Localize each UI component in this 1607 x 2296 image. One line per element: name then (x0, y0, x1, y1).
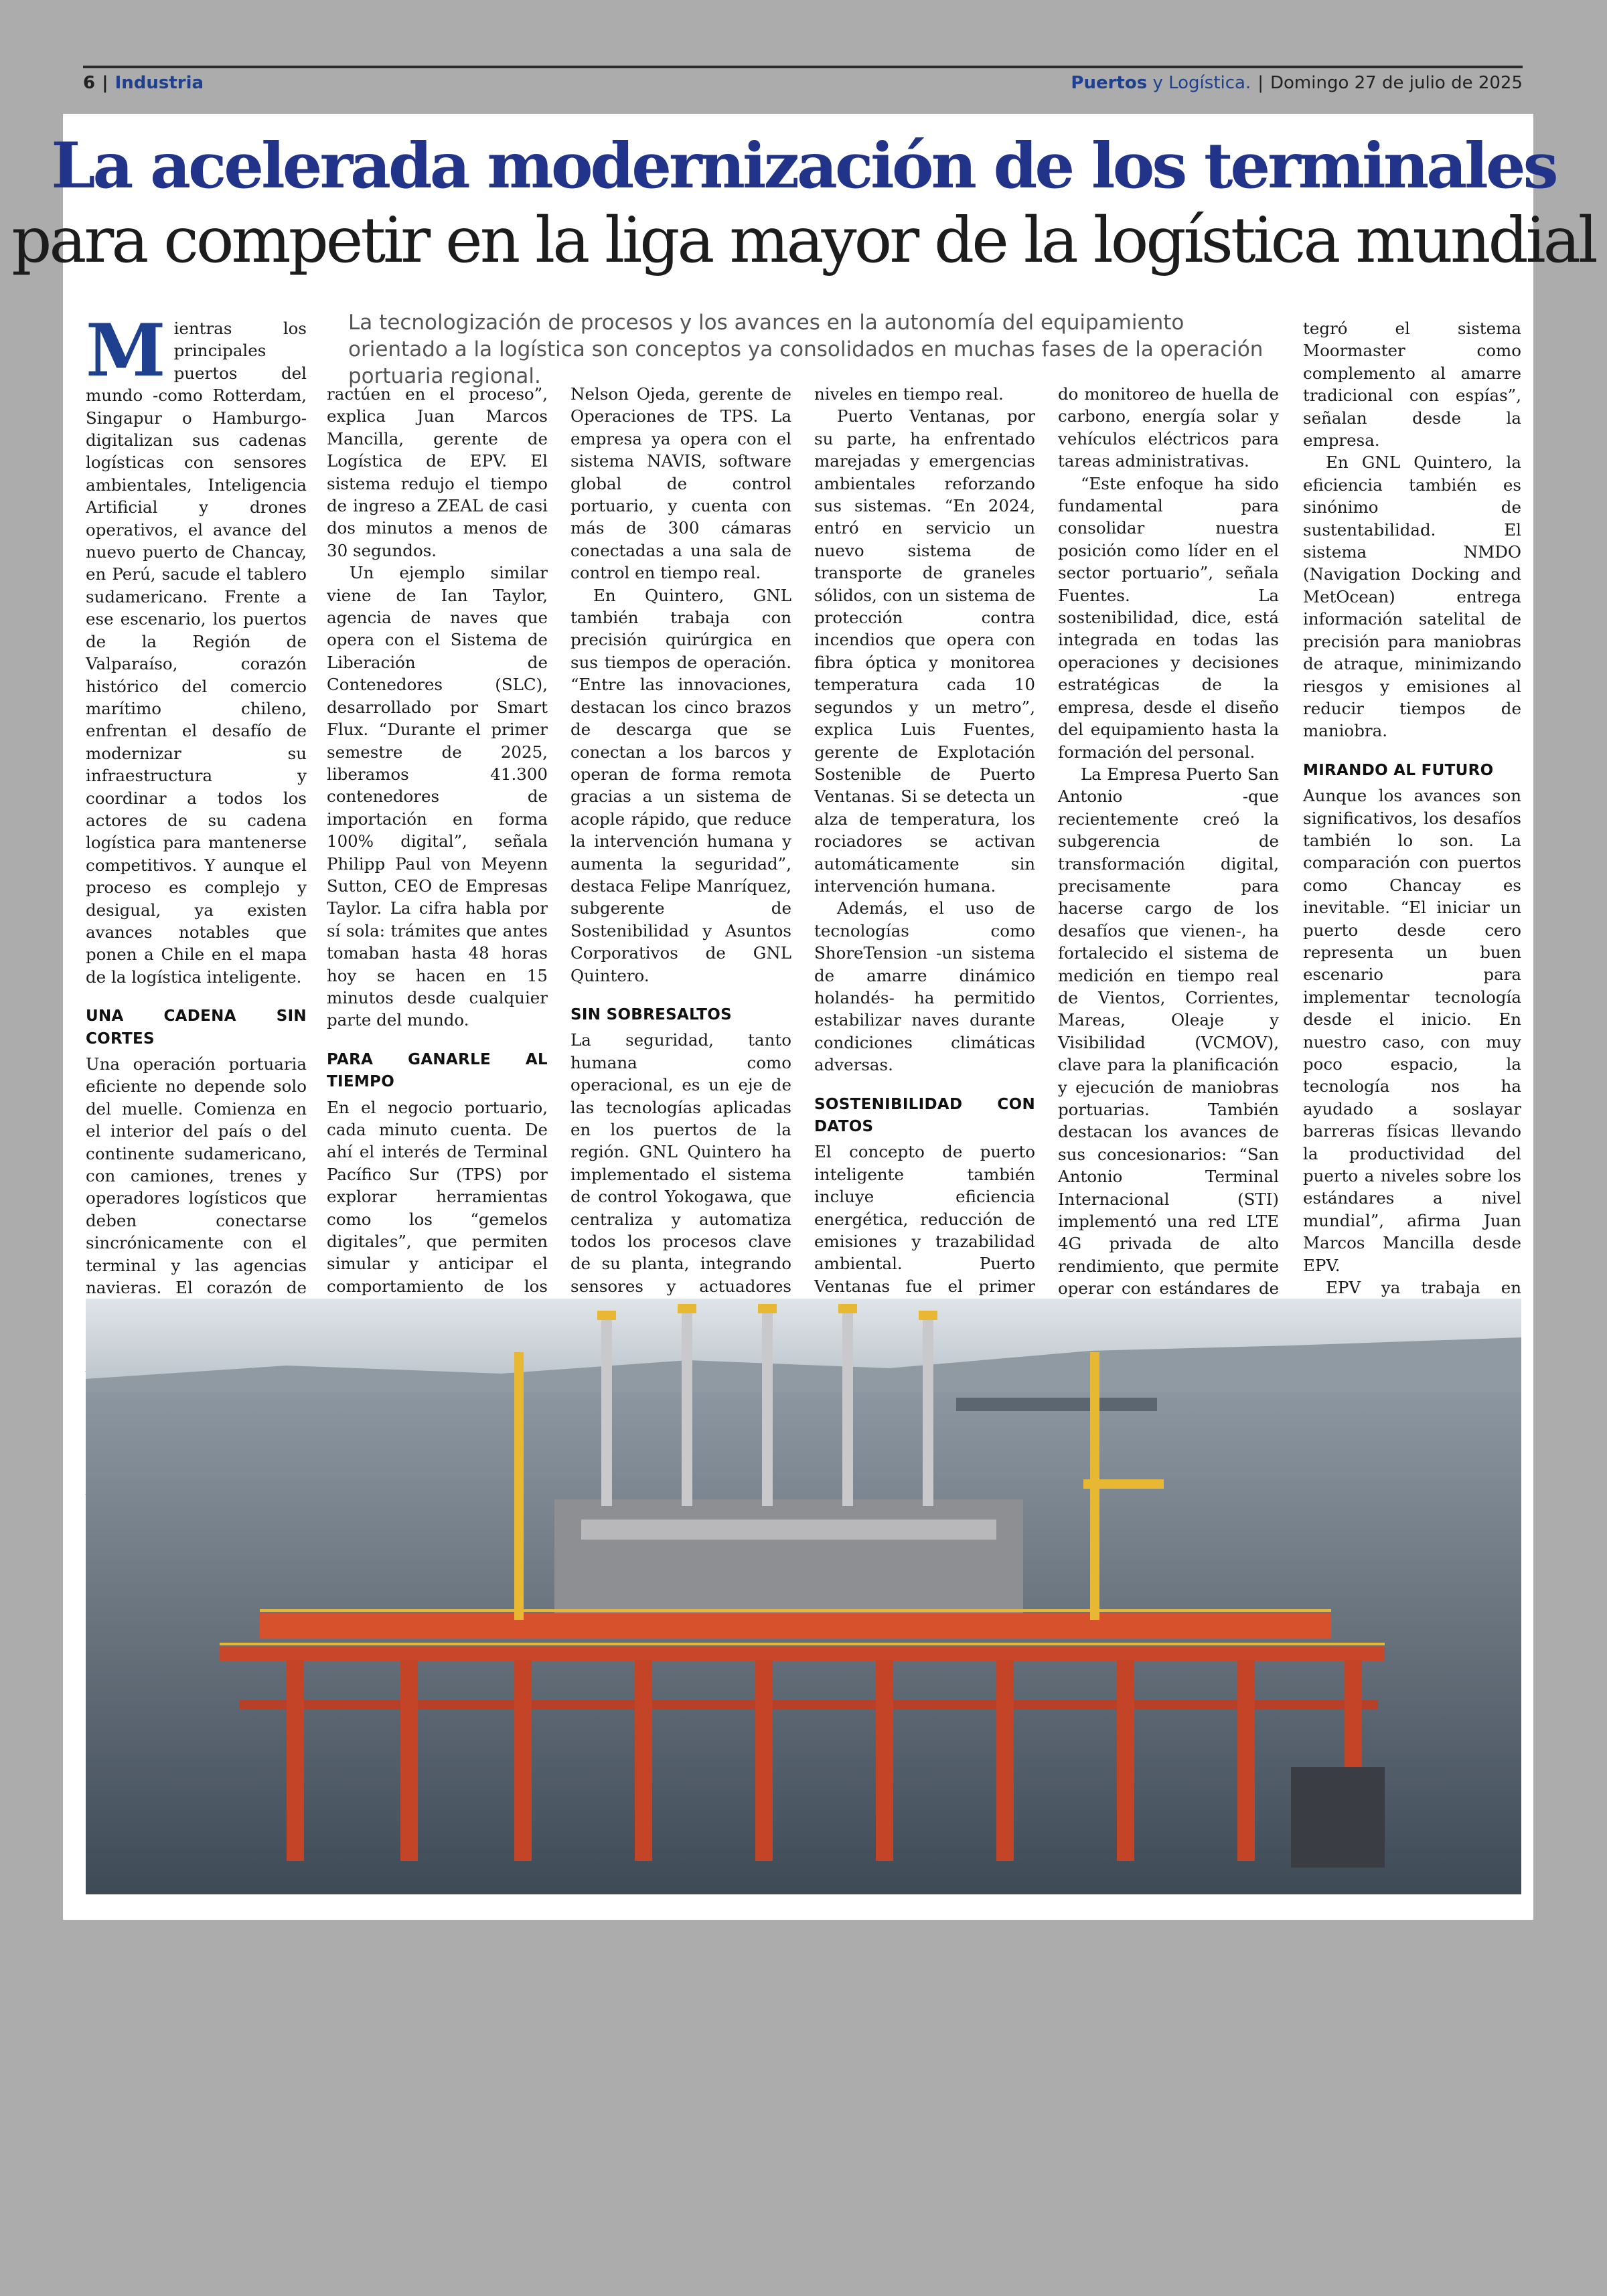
headline-line-2: para competir en la liga mayor de la logística mundial (11, 204, 1596, 277)
column-3-paragraph-2: En Quintero, GNL también trabaja con precisión quirúrgica en sus tiempos de operación. “Entre las innovaciones, destacan los cinco brazos de descarga que se conectan a los barcos y operan de forma remota gracias a un sistema de acople rápido, que reduce la intervención humana y aumenta la seguridad”, destaca Felipe Manríquez, subgerente de Sostenibilidad y Asuntos Corporativos de GNL Quintero. (570, 585, 791, 985)
column-2-paragraph-3: En el negocio portuario, cada minuto cuenta. De ahí el interés de Terminal Pacífico Sur (TPS) por explorar herramientas como los “gemelos digitales”, que permiten simular y anticipar el comportamiento de los (327, 1097, 548, 1296)
subheading-sin-sobresaltos: SIN SOBRESALTOS (570, 1005, 732, 1023)
equipment-pipes (581, 1520, 996, 1540)
subheading-mirando: MIRANDO AL FUTURO (1303, 761, 1494, 779)
column-2-paragraph-1: ractúen en el proceso”, explica Juan Marcos Mancilla, gerente de Logística de EPV. El sistema redujo el tiempo de ingreso a ZEAL de casi dos minutos a menos de 30 segundos. (327, 384, 548, 560)
column-1-lead (86, 309, 307, 988)
publication-name (1071, 73, 1251, 93)
column-1-paragraph-2: Una operación portuaria eficiente no depende solo del muelle. Comienza en el interior del país o del continente sudamericano, con camiones, trenes y operadores logísticos que deben conectarse sincrónicamente con el terminal y las agencias navieras. El corazón de (86, 1054, 307, 1298)
column-3-paragraph-1: Nelson Ojeda, gerente de Operaciones de TPS. La empresa ya opera con el sistema NAVIS, software global de control portuario, y cuenta con más de 300 cámaras conectadas a una sala de control en tiempo real. (570, 384, 791, 583)
terminal-platform-illustration (86, 1299, 1521, 1894)
mooring-block (1291, 1767, 1385, 1868)
brand-bold: Puertos (1071, 73, 1148, 93)
column-3 (570, 383, 791, 1342)
headline (0, 129, 1607, 278)
column-1-paragraph-1: ientras los principales puertos del mundo -como Rotterdam, Singapur o Hamburgo- digitalizan sus cadenas logísticas con sensores ambientales, Inteligencia Artificial y drones operativos, el avance del nuevo puerto de Chancay, en Perú, sacude el tablero sudamericano. Frente a ese escenario, los puertos de la Región de Valparaíso, corazón histórico del comercio marítimo chileno, enfrentan el desafío de modernizar su infraestructura y coordinar a todos los actores de su cadena logística para mantenerse competitivos. Y aunque el proceso es complejo y desigual, ya existen avances notables que ponen a Chile en el mapa de la logística inteligente. (86, 319, 307, 987)
column-4-paragraph-2: Puerto Ventanas, por su parte, ha enfrentado marejadas y emergencias ambientales reforzando sus sistemas. “En 2024, entró en servicio un nuevo sistema de transporte de graneles sólidos, con un sistema de protección contra incendios que opera con fibra óptica y monitorea temperatura cada 10 segundos y un metro”, explica Luis Fuentes, gerente de Explotación Sostenible de Puerto Ventanas. Si se detecta un alza de temperatura, los rociadores se activan automáticamente sin intervención humana. (814, 406, 1035, 896)
brand-rest: y Logística. (1152, 73, 1251, 93)
crane-boom (1083, 1479, 1164, 1489)
issue-date: Domingo 27 de julio de 2025 (1270, 73, 1523, 93)
column-4-paragraph-3: Además, el uso de tecnologías como ShoreTension -un sistema de amarre dinámico holandés- ha permitido estabilizar naves durante condiciones climáticas adversas. (814, 898, 1035, 1075)
headline-line-1: La acelerada modernización de los terminales (51, 129, 1556, 203)
section-name: Industria (114, 73, 204, 93)
column-6-paragraph-3: Aunque los avances son significativos, los desafíos también lo son. La comparación con puertos como Chancay es inevitable. “El iniciar un puerto desde cero representa un buen escenario para implementar tecnología desde el inicio. En nuestro caso, con muy poco espacio, la tecnología nos ha ayudado a soslayar barreras físicas llevando la productividad del puerto a niveles sobre los estándares a nivel mundial”, afirma Juan Marcos Mancilla desde EPV. (1303, 786, 1521, 1275)
column-6-paragraph-2: En GNL Quintero, la eficiencia también es sinónimo de sustentabilidad. El sistema NMDO (Navigation Docking and MetOcean) entrega información satelital de precisión para maniobras de atraque, minimizando riesgos y emisiones al reducir tiempos de maniobra. (1303, 453, 1521, 741)
column-4 (814, 383, 1035, 1387)
distant-ship (956, 1398, 1157, 1411)
column-6-paragraph-4: EPV ya trabaja en (1326, 1278, 1521, 1298)
lower-deck (220, 1647, 1385, 1661)
column-5-paragraph-3: La Empresa Puerto San Antonio -que recientemente creó la subgerencia de transformación digital, precisamente para hacerse cargo de los desafíos que vienen-, ha fortalecido el sistema de medición en tiempo real de Vientos, Corrientes, Mareas, Oleaje y Visibilidad (VCMOV), clave para la planificación y ejecución de maniobras portuarias. También destacan los avances de sus concesionarios: “San Antonio Terminal Internacional (STI) implementó una red LTE 4G privada de alto rendimiento, que permite operar con estándares de (1058, 764, 1279, 1299)
folio-left (83, 73, 204, 93)
folio-divider: | (102, 73, 108, 93)
page-number: 6 (83, 73, 96, 93)
column-4-paragraph-4: El concepto de puerto inteligente también incluye eficiencia energética, reducción de emisiones y trazabilidad ambiental. Puerto Ventanas fue el primer (814, 1142, 1035, 1296)
column-5-paragraph-2: “Este enfoque ha sido fundamental para consolidar nuestra posición como líder en el sector portuario”, señala Fuentes. La sostenibilidad, dice, está integrada en todas las operaciones y decisiones estratégicas de la empresa, desde el diseño del equipamiento hasta la formación del personal. (1058, 473, 1279, 762)
column-6-paragraph-1: tegró el sistema Moormaster como complemento al amarre tradicional con espías”, señalan desde la empresa. (1303, 319, 1521, 450)
page-header (83, 66, 1523, 98)
equipment-block (554, 1499, 1023, 1613)
crane-left (514, 1352, 524, 1620)
column-3-paragraph-3: La seguridad, tanto humana como operacional, es un eje de las tecnologías aplicadas en los puertos de la región. GNL Quintero ha implementado el sistema de control Yokogawa, que centraliza y automatiza todos los procesos clave de su planta, integrando sensores y actuadores (570, 1030, 791, 1296)
terminal-photo (86, 1299, 1521, 1894)
folio-divider-right: | (1257, 73, 1264, 93)
main-deck (260, 1613, 1331, 1639)
subheading-una-cadena: UNA CADENA SIN CORTES (86, 1007, 307, 1048)
subheading-para-ganarle: PARA GANARLE AL TIEMPO (327, 1050, 548, 1091)
drop-cap: M (86, 309, 166, 393)
column-5-paragraph-1: do monitoreo de huella de carbono, energía solar y vehículos eléctricos para tareas administrativas. (1058, 384, 1279, 471)
standfirst: La tecnologización de procesos y los avances en la autonomía del equipamiento orientado a la logística son conceptos ya consolidados en muchas fases de la operación portuaria regional. (348, 311, 1264, 388)
column-4-paragraph-1: niveles en tiempo real. (814, 384, 1004, 404)
column-2-paragraph-2: Un ejemplo similar viene de Ian Taylor, agencia de naves que opera con el Sistema de Liberación de Contenedores (SLC), desarrollado por Smart Flux. “Durante el primer semestre de 2025, liberamos 41.300 contenedores de importación en forma 100% digital”, señala Philipp Paul von Meyenn Sutton, CEO de Empresas Taylor. La cifra habla por sí sola: trámites que antes tomaban hasta 48 horas hoy se hacen en 15 minutos desde cualquier parte del mundo. (327, 563, 548, 1030)
subheading-sostenibilidad: SOSTENIBILIDAD CON DATOS (814, 1095, 1035, 1135)
folio-right (1071, 73, 1523, 93)
